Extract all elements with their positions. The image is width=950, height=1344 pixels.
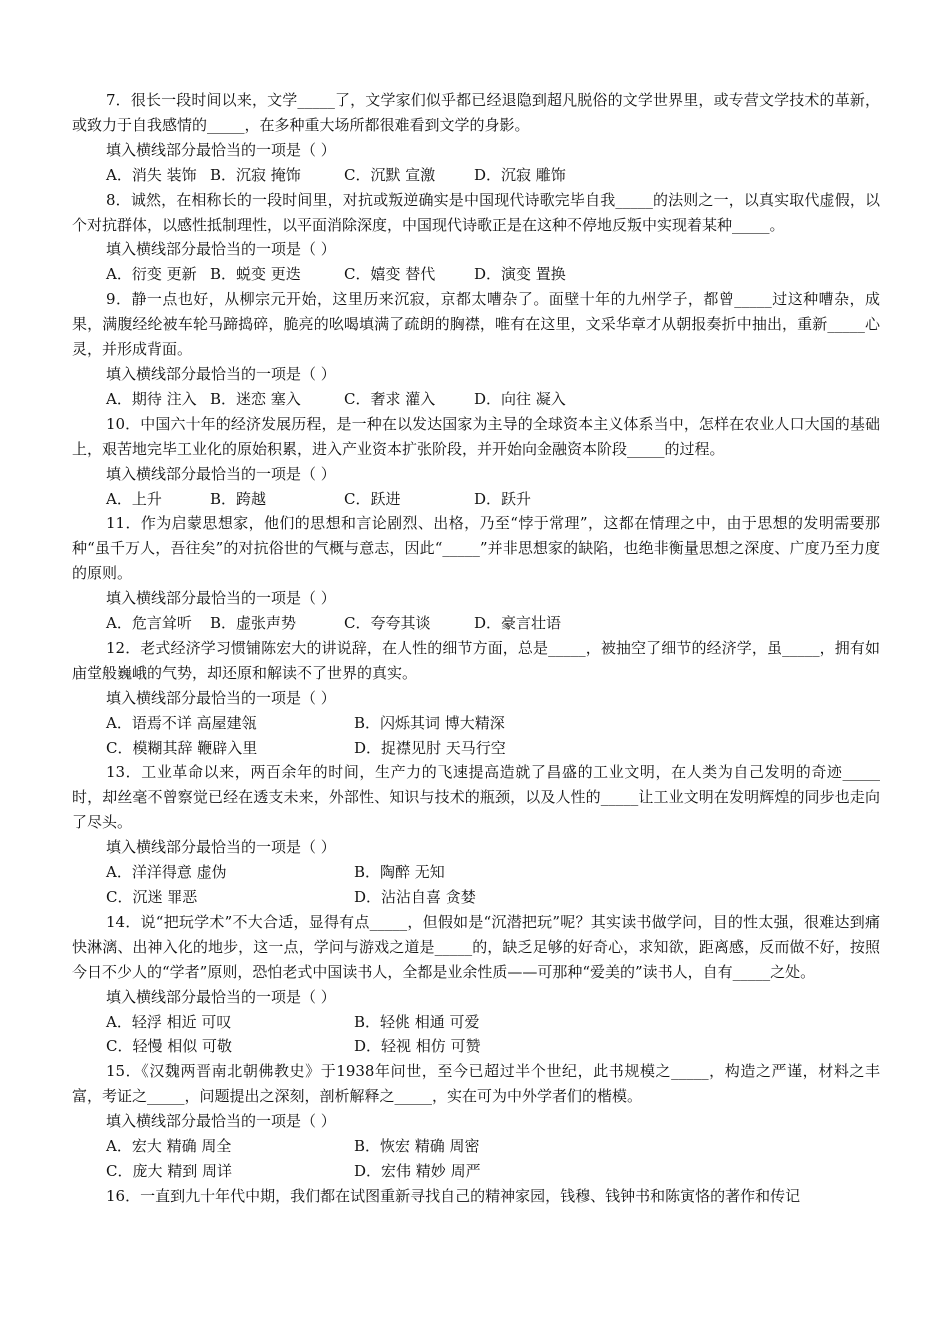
answer-option: C．轻慢 相似 可敬 — [106, 1037, 233, 1056]
question-block — [72, 636, 880, 761]
question-text: 7．很长一段时间以来，文学_____了，文学家们似乎都已经退隐到超凡脱俗的文学世界里，或专营文学技术的革新，或致力于自我感情的_____，在多种重大场所都很难看到文学的身影。 — [72, 91, 880, 134]
question-text: 14．说“把玩学术”不大合适，显得有点_____，但假如是“沉潜把玩”呢？其实读书做学问，目的性太强，很难达到痛快淋漓、出神入化的地步，这一点，学问与游戏之道是_____的，缺乏足够的好奇心，求知欲，距离感，反而做不好，按照今日不少人的“学者”原则，恐怕老式中国读书人，全都是业余性质——可那种“爱美的”读书人，自有_____之处。 — [72, 912, 880, 981]
answer-option: D．豪言壮语 — [474, 614, 562, 633]
question-text: 9．静一点也好，从柳宗元开始，这里历来沉寂，京都太嘈杂了。面壁十年的九州学子，都曾_____过这种嘈杂，成果，满腹经纶被车轮马蹄捣碎，脆亮的吆喝填满了疏朗的胸襟，唯有在这里，文采华章才从朝报奏折中抽出，重新_____心灵，并形成背面。 — [72, 290, 880, 359]
answer-option: A．消失 装饰 — [106, 165, 197, 184]
question-prompt: 填入横线部分最恰当的一项是（ ） — [106, 364, 336, 383]
question-list — [72, 88, 880, 1209]
question-block — [72, 1059, 880, 1184]
question-prompt: 填入横线部分最恰当的一项是（ ） — [106, 240, 336, 259]
question-prompt: 填入横线部分最恰当的一项是（ ） — [106, 987, 336, 1006]
question-block — [72, 287, 880, 412]
answer-option: C．跃进 — [344, 489, 401, 508]
option-row — [72, 1010, 880, 1035]
answer-option: C．沉默 宣激 — [344, 165, 436, 184]
answer-option: D．沾沾自喜 贪婪 — [354, 888, 476, 906]
answer-option: D．宏伟 精妙 周严 — [354, 1161, 481, 1180]
answer-option: B．闪烁其词 博大精深 — [354, 713, 505, 732]
answer-option: D．演变 置换 — [474, 265, 566, 284]
answer-option: B．轻佻 相通 可爱 — [354, 1012, 480, 1031]
answer-option: D．轻视 相仿 可赞 — [354, 1037, 481, 1056]
answer-option: D．捉襟见肘 天马行空 — [354, 738, 506, 757]
answer-option: C．奢求 灌入 — [344, 389, 436, 408]
question-prompt: 填入横线部分最恰当的一项是（ ） — [106, 688, 336, 707]
answer-option: D．沉寂 雕饰 — [474, 165, 566, 184]
answer-option: C．庞大 精到 周详 — [106, 1161, 233, 1180]
option-row — [72, 487, 880, 512]
answer-option: D．跃升 — [474, 489, 532, 508]
question-block — [72, 1184, 880, 1209]
answer-option: B．恢宏 精确 周密 — [354, 1137, 480, 1156]
answer-option: B．跨越 — [210, 489, 267, 508]
option-row — [72, 736, 880, 761]
answer-option: A．洋洋得意 虚伪 — [106, 863, 227, 882]
answer-option: A．危言耸听 — [106, 614, 192, 633]
option-row — [72, 885, 880, 910]
question-prompt: 填入横线部分最恰当的一项是（ ） — [106, 1112, 336, 1131]
question-block — [72, 910, 880, 1059]
question-block — [72, 88, 880, 188]
question-text: 15．《汉魏两晋南北朝佛教史》于1938年问世，至今已超过半个世纪，此书规模之_____，构造之严谨，材料之丰富，考证之_____，问题提出之深刻，剖析解释之_____，实在可为中外学者们的楷模。 — [72, 1062, 880, 1106]
question-text: 8．诚然，在相称长的一段时间里，对抗或叛逆确实是中国现代诗歌完毕自我_____的法则之一，以真实取代虚假，以个对抗群体，以感性抵制理性，以平面消除深度，中国现代诗歌正是在这种不停地反叛中实现着某种_____。 — [72, 190, 880, 234]
question-text: 10．中国六十年的经济发展历程，是一种在以发达国家为主导的全球资本主义体系当中，怎样在农业人口大国的基础上，艰苦地完毕工业化的原始积累，进入产业资本扩张阶段，并开始向金融资本阶段_____的过程。 — [72, 414, 880, 458]
answer-option: B．沉寂 掩饰 — [210, 165, 301, 184]
answer-option: A．语焉不详 高屋建瓴 — [106, 713, 257, 732]
question-prompt: 填入横线部分最恰当的一项是（ ） — [106, 464, 336, 483]
option-row — [72, 1159, 880, 1184]
question-prompt: 填入横线部分最恰当的一项是（ ） — [106, 140, 336, 159]
question-block — [72, 511, 880, 636]
answer-option: D．向往 凝入 — [474, 389, 566, 408]
option-row — [72, 711, 880, 736]
question-text: 12．老式经济学习惯铺陈宏大的讲说辞，在人性的细节方面，总是_____，被抽空了细节的经济学，虽_____，拥有如庙堂般巍峨的气势，却还原和解读不了世界的真实。 — [72, 638, 880, 682]
question-text: 11．作为启蒙思想家，他们的思想和言论剧烈、出格，乃至“悖于常理”，这都在情理之中，由于思想的发明需要那种“虽千万人，吾往矣”的对抗俗世的气概与意志，因此“_____”并非思想家的缺陷，也绝非衡量思想之深度、广度乃至力度的原则。 — [72, 514, 880, 583]
answer-option: B．虚张声势 — [210, 614, 297, 633]
question-text: 16．一直到九十年代中期，我们都在试图重新寻找自己的精神家园，钱穆、钱钟书和陈寅恪的著作和传记 — [106, 1186, 801, 1205]
answer-option: C．模糊其辞 鞭辟入里 — [106, 738, 258, 757]
answer-option: A．衍变 更新 — [106, 265, 197, 284]
answer-option: C．沉迷 罪恶 — [106, 888, 198, 906]
answer-option: A．上升 — [106, 489, 162, 508]
answer-option: B．蜕变 更迭 — [210, 265, 301, 284]
answer-option: C．嬉变 替代 — [344, 265, 436, 284]
question-block — [72, 412, 880, 512]
option-row — [72, 1134, 880, 1159]
answer-option: C．夸夸其谈 — [344, 614, 431, 633]
answer-option: B．陶醉 无知 — [354, 863, 445, 882]
answer-option: A．轻浮 相近 可叹 — [106, 1012, 232, 1031]
answer-option: A．宏大 精确 周全 — [106, 1137, 232, 1156]
option-row — [72, 163, 880, 188]
option-row — [72, 1034, 880, 1059]
answer-option: A．期待 注入 — [106, 389, 197, 408]
question-block — [72, 188, 880, 288]
question-prompt: 填入横线部分最恰当的一项是（ ） — [106, 838, 336, 857]
option-row — [72, 611, 880, 636]
question-prompt: 填入横线部分最恰当的一项是（ ） — [106, 589, 336, 608]
option-row — [72, 860, 880, 885]
option-row — [72, 387, 880, 412]
answer-option: B．迷恋 塞入 — [210, 389, 301, 408]
option-row — [72, 262, 880, 287]
question-block — [72, 760, 880, 909]
question-text: 13．工业革命以来，两百余年的时间，生产力的飞速提高造就了昌盛的工业文明，在人类为自己发明的奇迹_____时，却丝毫不曾察觉已经在透支未来，外部性、知识与技术的瓶颈，以及人性的_____让工业文明在发明辉煌的同步也走向了尽头。 — [72, 763, 880, 832]
